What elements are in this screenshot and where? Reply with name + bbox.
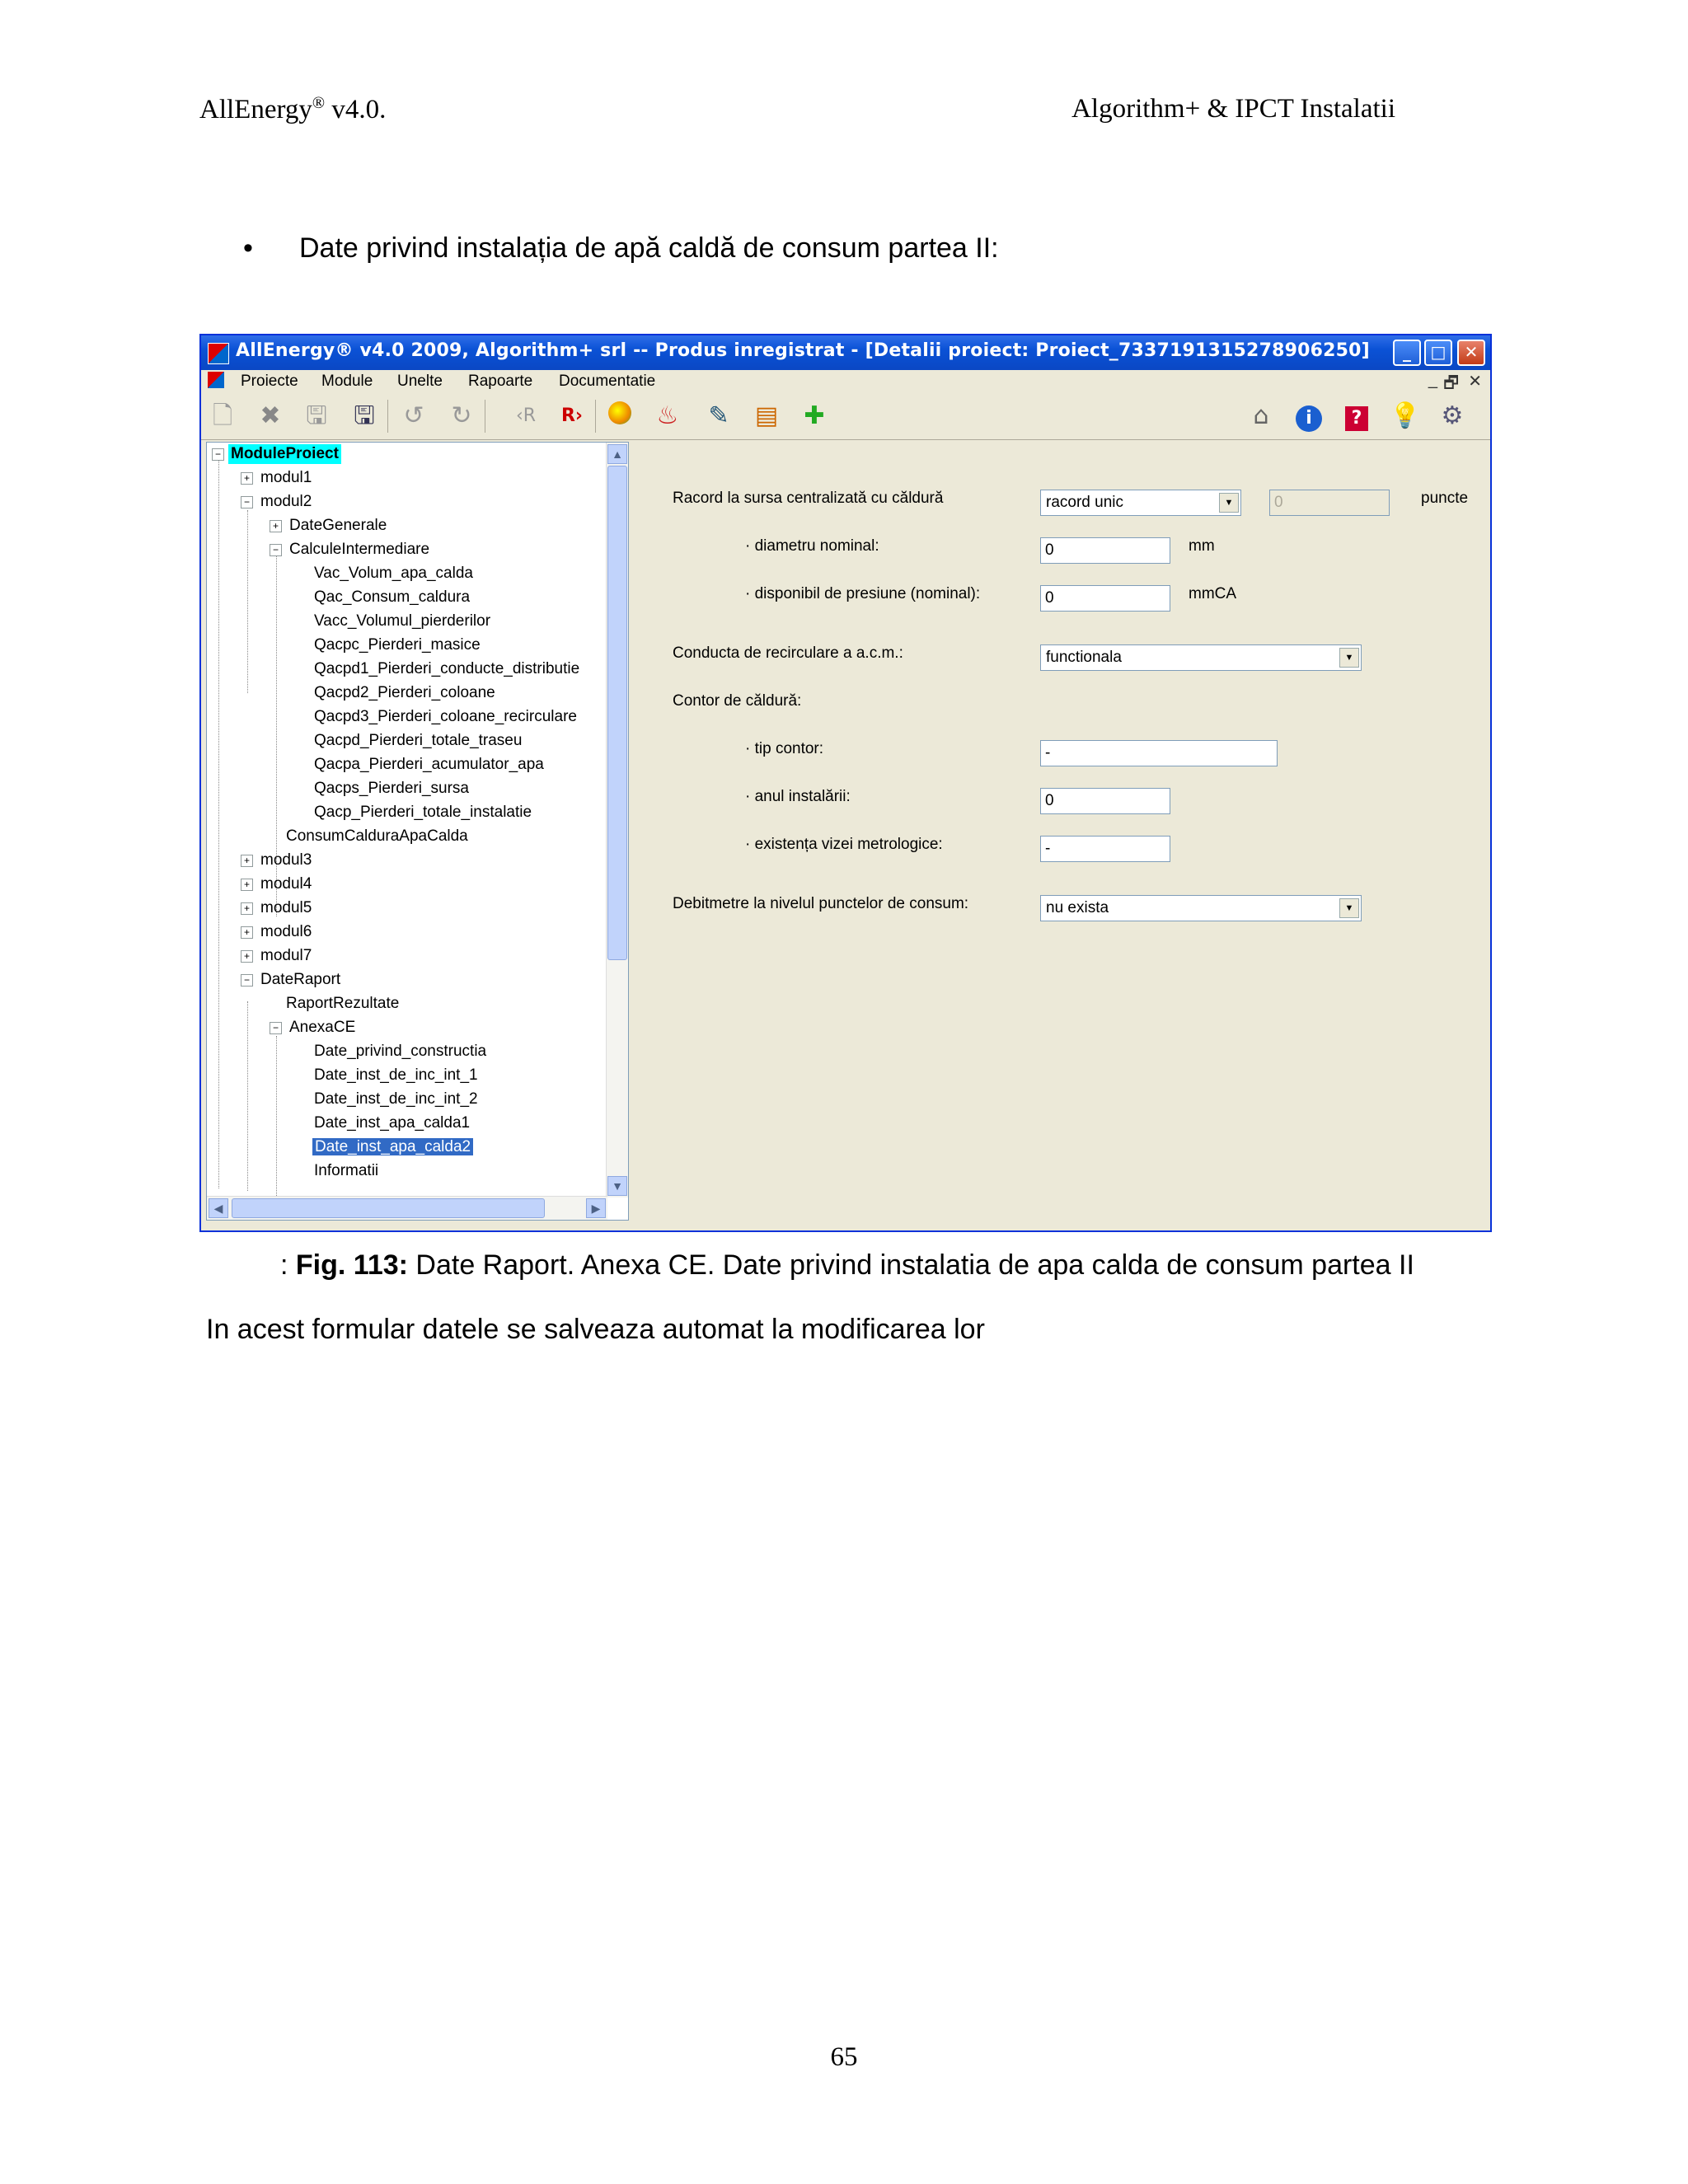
tip-contor-label: · tip contor: [745, 740, 824, 757]
export-icon[interactable]: ▤ [754, 401, 779, 430]
scroll-right-icon[interactable]: ▶ [586, 1198, 606, 1218]
tree-guide [247, 1001, 248, 1191]
app-window [199, 334, 1492, 1232]
page-header-left [199, 94, 386, 125]
report-r-back-icon[interactable]: ‹R [515, 405, 537, 426]
tree-node-leaf[interactable]: RaportRezultate [286, 995, 400, 1012]
close-button[interactable]: ✕ [1457, 340, 1485, 366]
minimize-button[interactable]: _ [1393, 340, 1421, 366]
tree-guide [218, 459, 219, 1188]
tree-node-label: modul6 [260, 923, 312, 940]
report-r-forward-icon[interactable]: R› [560, 405, 583, 426]
presiune-unit: mmCA [1189, 585, 1237, 602]
project-tree[interactable] [206, 442, 629, 1221]
tree-node-label: modul7 [260, 947, 312, 964]
expand-icon[interactable]: + [241, 855, 253, 867]
app-icon[interactable] [208, 343, 229, 364]
racord-value: racord unic [1046, 494, 1123, 511]
menu-bar [201, 370, 1490, 393]
chevron-down-icon[interactable]: ▼ [1339, 898, 1359, 918]
racord-label: Racord la sursa centralizată cu căldură [673, 490, 944, 507]
tree-vertical-scrollbar[interactable] [606, 443, 628, 1197]
tree-node-label: ModuleProiect [228, 444, 341, 464]
traffic-light-icon[interactable] [605, 401, 635, 431]
collapse-icon[interactable]: − [241, 496, 253, 509]
new-icon[interactable]: 🗋 [212, 401, 233, 430]
window-title: AllEnergy® v4.0 2009, Algorithm+ srl -- Produs inregistrat - [Detalii proiect: Proiect_7337191315278906250] [236, 340, 1370, 361]
title-bar[interactable] [201, 335, 1490, 370]
save-icon[interactable]: 🖫 [306, 401, 327, 430]
toolbar-separator [595, 400, 596, 433]
tree-node-leaf[interactable]: Qacpd1_Pierderi_conducte_distributie [314, 660, 580, 677]
menu-rapoarte[interactable]: Rapoarte [468, 373, 533, 390]
mdi-restore-button[interactable]: 🗗 [1443, 374, 1459, 392]
mdi-doc-icon[interactable] [208, 372, 224, 388]
info-icon[interactable]: i [1294, 401, 1324, 431]
save-as-icon[interactable]: 🖫 [354, 401, 375, 430]
tree-node-label: DateRaport [260, 971, 341, 988]
maximize-button[interactable]: □ [1424, 340, 1452, 366]
scroll-down-icon[interactable]: ▼ [607, 1176, 627, 1196]
lightbulb-icon[interactable]: 💡 [1390, 401, 1421, 430]
tree-node-leaf[interactable]: Date_privind_constructia [314, 1043, 487, 1060]
tree-node-label: DateGenerale [289, 517, 387, 534]
tree-node-label: modul2 [260, 493, 312, 510]
tree-node-leaf[interactable]: ConsumCalduraApaCalda [286, 827, 468, 845]
mdi-minimize-button[interactable]: _ [1428, 371, 1437, 389]
anul-input[interactable]: 0 [1040, 788, 1170, 814]
tree-node-leaf[interactable]: Qacpd_Pierderi_totale_traseu [314, 732, 523, 749]
page-number: 65 [830, 2042, 858, 2072]
menu-unelte[interactable]: Unelte [397, 373, 443, 390]
tree-node-leaf[interactable]: Qacp_Pierderi_totale_instalatie [314, 804, 532, 821]
bullet-text: Date privind instalația de apă caldă de consum partea II: [299, 232, 999, 264]
tree-horizontal-scrollbar[interactable] [207, 1196, 607, 1220]
puncte-input[interactable]: 0 [1269, 490, 1390, 516]
presiune-label: · disponibil de presiune (nominal): [745, 585, 981, 602]
body-paragraph: In acest formular datele se salveaza automat la modificarea lor [206, 1314, 985, 1345]
anul-label: · anul instalării: [745, 788, 851, 805]
expand-icon[interactable]: + [270, 520, 282, 532]
undo-icon[interactable]: ↺ [403, 401, 424, 430]
tree-node-leaf[interactable]: Date_inst_de_inc_int_2 [314, 1090, 478, 1108]
menu-proiecte[interactable]: Proiecte [241, 373, 298, 390]
expand-icon[interactable]: + [241, 472, 253, 485]
collapse-icon[interactable]: − [241, 974, 253, 987]
racord-select[interactable] [1040, 490, 1241, 516]
presiune-input[interactable]: 0 [1040, 585, 1170, 612]
tree-node-leaf[interactable]: Qacpc_Pierderi_masice [314, 636, 481, 654]
tree-node-leaf[interactable]: Vacc_Volumul_pierderilor [314, 612, 491, 630]
header-version: v4.0. [325, 95, 387, 124]
expand-icon[interactable]: + [241, 902, 253, 915]
tree-node-leaf[interactable]: Qacpd2_Pierderi_coloane [314, 684, 495, 701]
debitmetre-label: Debitmetre la nivelul punctelor de consum: [673, 895, 969, 912]
recirculare-value: functionala [1046, 649, 1122, 666]
tree-node-leaf[interactable]: Informatii [314, 1162, 379, 1179]
tree-guide [276, 1036, 277, 1201]
expand-icon[interactable]: + [241, 950, 253, 963]
tree-node-label: CalculeIntermediare [289, 541, 430, 558]
tree-node-leaf[interactable]: Qacpa_Pierderi_acumulator_apa [314, 756, 544, 773]
energy-icon[interactable]: ♨ [656, 401, 679, 430]
diametru-input[interactable]: 0 [1040, 537, 1170, 564]
figure-caption [280, 1249, 1414, 1282]
tree-node-label: modul3 [260, 851, 312, 869]
scroll-up-icon[interactable]: ▲ [607, 444, 627, 464]
expand-icon[interactable]: + [241, 926, 253, 939]
chevron-down-icon[interactable]: ▼ [1339, 648, 1359, 668]
scroll-thumb[interactable] [232, 1198, 545, 1218]
tree-node-leaf[interactable]: Qacps_Pierderi_sursa [314, 780, 469, 797]
debitmetre-select[interactable] [1040, 895, 1362, 921]
tree-node-leaf[interactable]: Qac_Consum_caldura [314, 588, 471, 606]
delete-icon[interactable]: ✖ [260, 401, 281, 430]
redo-icon[interactable]: ↻ [451, 401, 472, 430]
bullet-symbol: • [243, 232, 253, 264]
tree-node-label: Date_inst_apa_calda2 [312, 1138, 473, 1155]
content-area [201, 440, 1490, 1230]
toolbar [201, 393, 1490, 440]
page-header-right: Algorithm+ & IPCT Instalatii [1071, 94, 1395, 124]
tree-node-selected[interactable] [312, 1137, 473, 1157]
collapse-icon[interactable]: − [270, 544, 282, 556]
diametru-label: · diametru nominal: [745, 537, 879, 555]
puncte-unit: puncte [1421, 490, 1469, 507]
menu-documentatie[interactable]: Documentatie [559, 373, 656, 390]
mdi-close-button[interactable]: ✕ [1468, 373, 1482, 391]
tree-node-leaf[interactable]: Qacpd3_Pierderi_coloane_recirculare [314, 708, 577, 725]
viza-input[interactable]: - [1040, 836, 1170, 862]
collapse-icon[interactable]: − [270, 1022, 282, 1034]
tip-contor-input[interactable]: - [1040, 740, 1278, 766]
recirculare-label: Conducta de recirculare a a.c.m.: [673, 644, 903, 662]
tree-node-leaf[interactable]: Date_inst_apa_calda1 [314, 1114, 471, 1132]
diametru-unit: mm [1189, 537, 1215, 555]
caption-fig-number: Fig. 113: [295, 1249, 408, 1281]
recirculare-select[interactable] [1040, 644, 1362, 671]
add-icon[interactable]: ✚ [804, 401, 825, 430]
viza-label: · existența vizei metrologice: [745, 836, 943, 853]
header-product: AllEnergy [199, 95, 312, 124]
tree-node-label: AnexaCE [289, 1019, 356, 1036]
registered-mark: ® [312, 94, 326, 112]
expand-icon[interactable]: + [241, 879, 253, 891]
contor-label: Contor de căldură: [673, 692, 802, 710]
tree-node-label: modul1 [260, 469, 312, 486]
tree-node-leaf[interactable]: Vac_Volum_apa_calda [314, 565, 473, 582]
home-icon[interactable]: ⌂ [1253, 401, 1269, 430]
tree-guide [247, 510, 248, 693]
scroll-thumb[interactable] [607, 466, 627, 960]
toolbar-separator [387, 400, 388, 433]
scroll-left-icon[interactable]: ◀ [209, 1198, 228, 1218]
chevron-down-icon[interactable]: ▼ [1219, 493, 1239, 513]
tree-node-label: modul4 [260, 875, 312, 893]
tree-node-leaf[interactable]: Date_inst_de_inc_int_1 [314, 1066, 478, 1084]
edit-icon[interactable]: ✎ [708, 401, 729, 430]
gear-icon[interactable]: ⚙ [1441, 401, 1464, 430]
collapse-icon[interactable]: − [212, 448, 224, 461]
help-icon[interactable]: ? [1342, 401, 1372, 431]
caption-text: Date Raport. Anexa CE. Date privind instalatia de apa calda de consum partea II [407, 1249, 1414, 1281]
menu-module[interactable]: Module [321, 373, 373, 390]
debitmetre-value: nu exista [1046, 899, 1109, 916]
caption-prefix: : [280, 1249, 296, 1281]
tree-node-label: modul5 [260, 899, 312, 916]
form-panel [638, 440, 1490, 1230]
